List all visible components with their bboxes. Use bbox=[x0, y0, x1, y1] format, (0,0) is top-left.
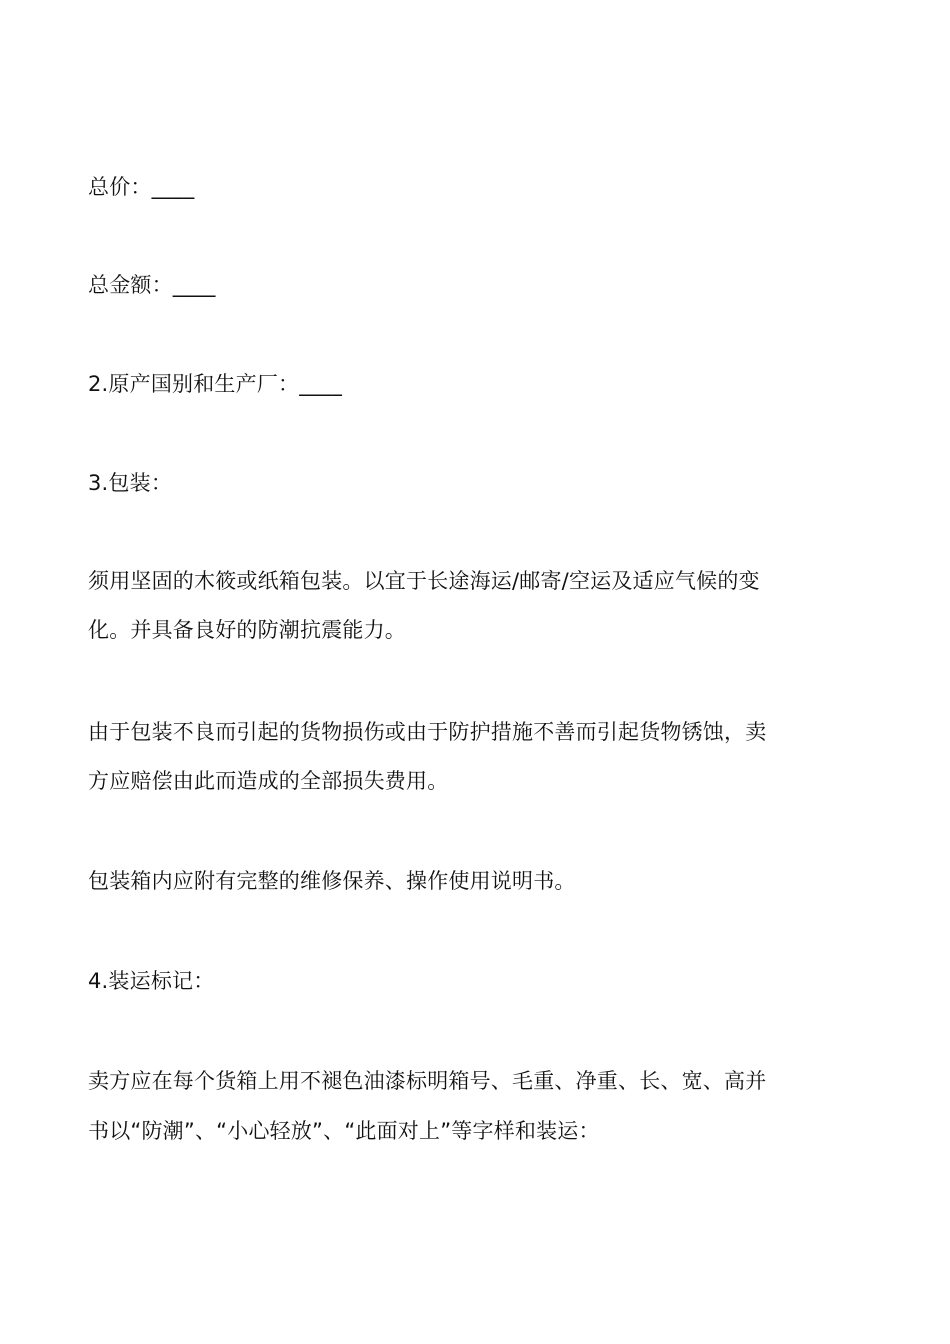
packing-paragraph-line-2: 化。并具备良好的防潮抗震能力。 bbox=[88, 618, 406, 642]
packing-heading: 3.包装： bbox=[88, 471, 173, 495]
shipping-marks-line-2: 书以“防潮”、“小心轻放”、“此面对上”等字样和装运： bbox=[88, 1119, 600, 1143]
damage-liability-line-2: 方应赔偿由此而造成的全部损失费用。 bbox=[88, 769, 449, 793]
shipping-marks-line-1: 卖方应在每个货箱上用不褪色油漆标明箱号、毛重、净重、长、宽、高并 bbox=[88, 1069, 767, 1093]
packing-paragraph-line-1: 须用坚固的木筱或纸箱包装。以宜于长途海运/邮寄/空运及适应气候的变 bbox=[88, 569, 760, 593]
manual-requirement-line: 包装箱内应附有完整的维修保养、操作使用说明书。 bbox=[88, 869, 576, 893]
origin-manufacturer-heading: 2.原产国别和生产厂：____ bbox=[88, 372, 343, 396]
shipping-marks-heading: 4.装运标记： bbox=[88, 969, 215, 993]
damage-liability-line-1: 由于包装不良而引起的货物损伤或由于防护措施不善而引起货物锈蚀，卖 bbox=[88, 720, 767, 744]
total-price-line: 总价：____ bbox=[88, 175, 195, 199]
total-amount-line: 总金额：____ bbox=[88, 273, 216, 297]
